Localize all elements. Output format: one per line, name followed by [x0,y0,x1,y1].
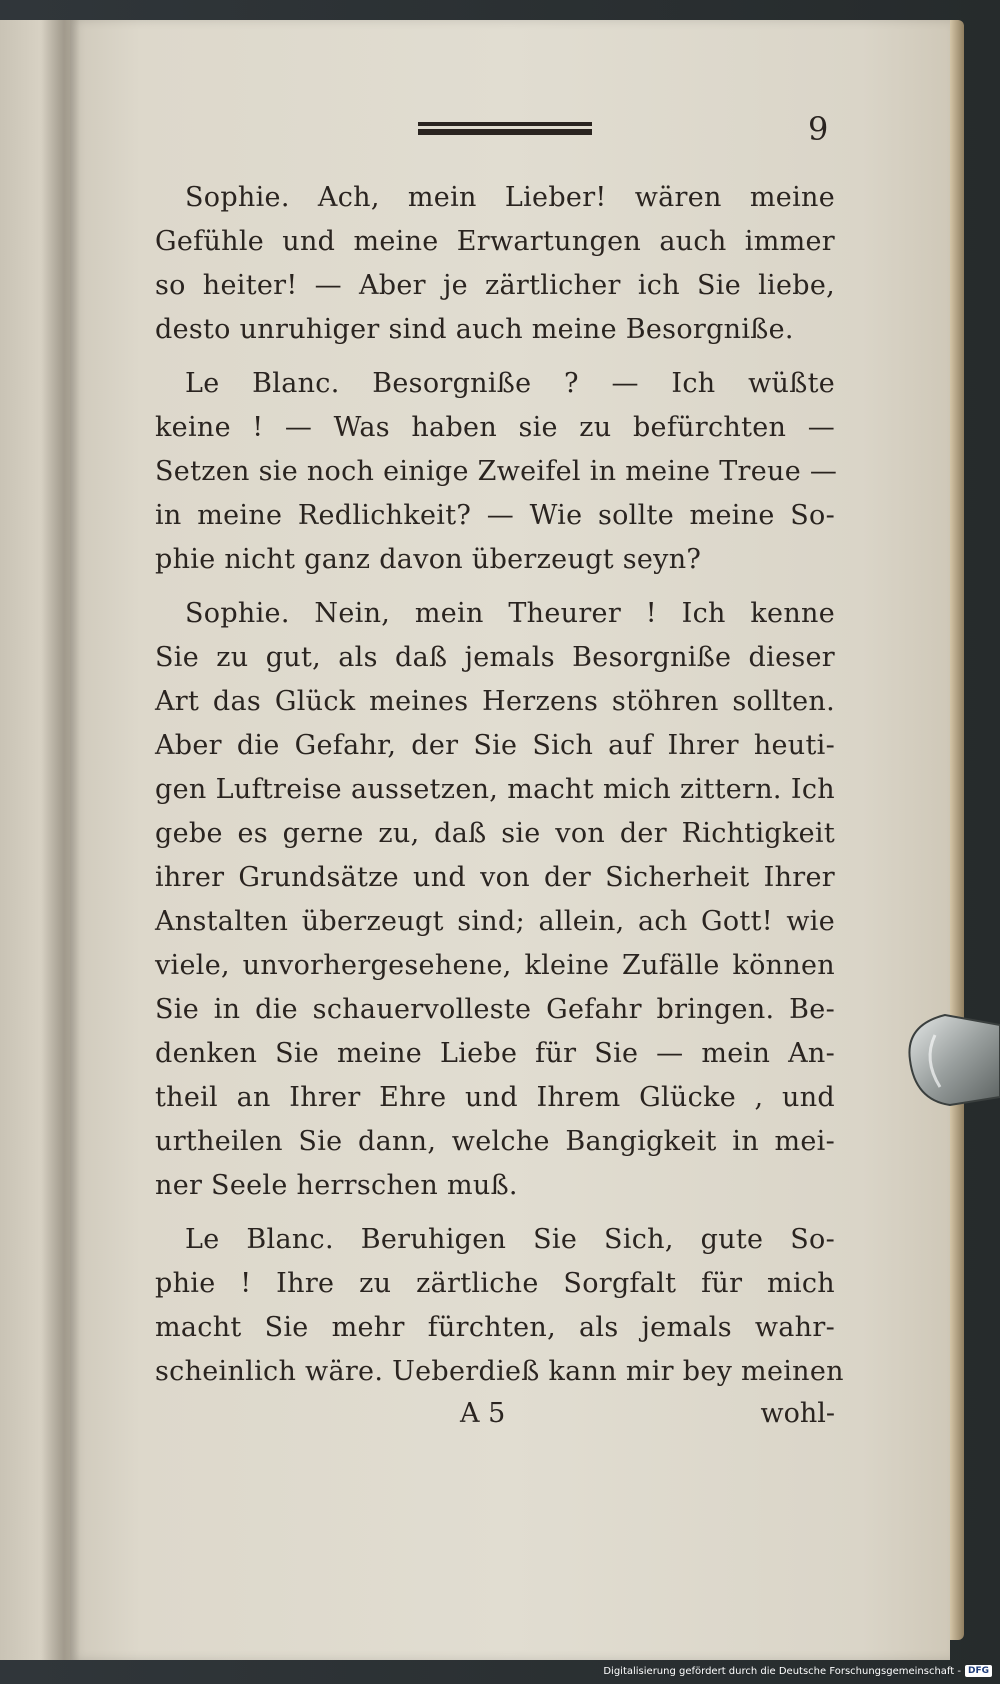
catchword: wohl- [760,1398,835,1429]
credit-text: Digitalisierung gefördert durch die Deutsche Forschungsgemeinschaft - [603,1665,961,1677]
text-line: denken Sie meine Liebe für Sie — mein An- [155,1038,835,1069]
paragraph-gap [155,352,835,362]
page-clip-icon [905,1005,1000,1115]
page-number: 9 [808,110,829,148]
text-line: gen Luftreise aussetzen, macht mich zittern. Ich [155,774,835,805]
text-line: ihrer Grundsätze und von der Sicherheit Ihrer [155,862,835,893]
text-line: urtheilen Sie dann, welche Bangigkeit in mei- [155,1126,835,1157]
text-line: phie nicht ganz davon überzeugt seyn? [155,544,702,575]
header-rule-thick [418,129,592,135]
text-line: so heiter! — Aber je zärtlicher ich Sie liebe, [155,270,835,301]
header-ornament-rule [418,122,592,136]
signature-mark: A 5 [460,1398,506,1429]
text-line: Sie in die schauervolleste Gefahr bringen. Be- [155,994,835,1025]
text-line: Art das Glück meines Herzens stöhren sollten. [155,686,835,717]
text-line: theil an Ihrer Ehre und Ihrem Glücke , und [155,1082,835,1113]
page-footer [155,1392,835,1436]
text-line: Setzen sie noch einige Zweifel in meine Treue — [155,456,838,487]
text-line: phie ! Ihre zu zärtliche Sorgfalt für mich [155,1268,835,1299]
text-line: keine ! — Was haben sie zu befürchten — [155,412,835,443]
paragraph-gap [155,582,835,592]
text-line: ner Seele herrschen muß. [155,1170,518,1201]
text-line: in meine Redlichkeit? — Wie sollte meine So- [155,500,835,531]
text-line: Aber die Gefahr, der Sie Sich auf Ihrer heuti- [155,730,835,761]
text-line: macht Sie mehr fürchten, als jemals wahr- [155,1312,835,1343]
text-line: Gefühle und meine Erwartungen auch immer [155,226,835,257]
text-line: scheinlich wäre. Ueberdieß kann mir bey meinen [155,1356,844,1387]
text-line: desto unruhiger sind auch meine Besorgniße. [155,314,794,345]
header-rule-thin [418,122,592,126]
paragraph-gap [155,1208,835,1218]
page-text [155,176,844,1394]
dfg-logo: DFG [965,1665,992,1677]
gutter-shadow [40,20,80,1660]
digitization-credit [603,1665,992,1677]
text-line: Sie zu gut, als daß jemals Besorgniße dieser [155,642,835,673]
text-line: Le Blanc. Beruhigen Sie Sich, gute So- [185,1224,835,1255]
text-line: Le Blanc. Besorgniße ? — Ich wüßte [185,368,835,399]
text-line: viele, unvorhergesehene, kleine Zufälle können [155,950,835,981]
text-line: gebe es gerne zu, daß sie von der Richtigkeit [155,818,835,849]
text-line: Sophie. Nein, mein Theurer ! Ich kenne [185,598,835,629]
text-line: Anstalten überzeugt sind; allein, ach Gott! wie [155,906,835,937]
text-line: Sophie. Ach, mein Lieber! wären meine [185,182,835,213]
